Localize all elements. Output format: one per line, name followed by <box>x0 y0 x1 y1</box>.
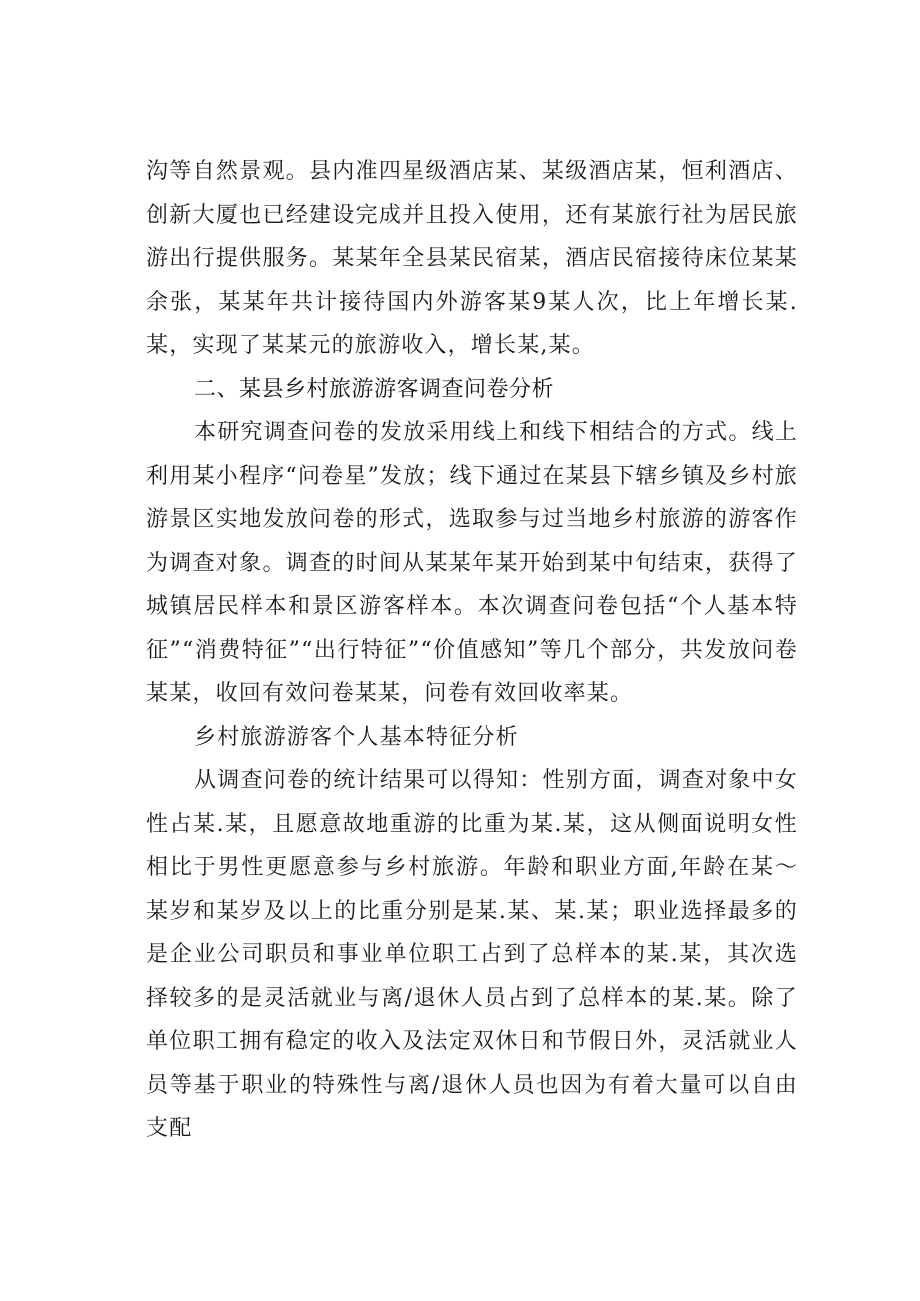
paragraph-survey-results: 从调查问卷的统计结果可以得知：性别方面，调查对象中女性占某.某，且愿意故地重游的比重为某.某，这从侧面说明女性相比于男性更愿意参与乡村旅游。年龄和职业方面,年龄在某～某岁和某岁及以上的比重分别是某.某、某.某；职业选择最多的是企业公司职员和事业单位职工占到了总样本的某.某，其次选择较多的是灵活就业与离/退休人员占到了总样本的某.某。除了单位职工拥有稳定的收入及法定双休日和节假日外，灵活就业人员等基于职业的特殊性与离/退休人员也因为有着大量可以自由支配 <box>146 768 798 1141</box>
sub-heading: 乡村旅游游客个人基本特征分析 <box>194 724 519 750</box>
paragraph-survey-method: 本研究调查问卷的发放采用线上和线下相结合的方式。线上利用某小程序“问卷星”发放；线下通过在某县下辖乡镇及乡村旅游景区实地发放问卷的形式，选取参与过当地乡村旅游的游客作为调查对象。调查的时间从某某年某开始到某中旬结束，获得了城镇居民样本和景区游客样本。本次调查问卷包括“个人基本特征”“消费特征”“出行特征”“价值感知”等几个部分，共发放问卷某某，收回有效问卷某某，问卷有效回收率某。 <box>146 420 798 706</box>
document-body <box>146 150 798 1151</box>
section-heading: 二、某县乡村旅游游客调查问卷分析 <box>194 376 555 402</box>
paragraph-continuation: 沟等自然景观。县内准四星级酒店某、某级酒店某，恒利酒店、创新大厦也已经建设完成并且投入使用，还有某旅行社为居民旅游出行提供服务。某某年全县某民宿某，酒店民宿接待床位某某余张，某某年共计接待国内外游客某9某人次，比上年增长某.某，实现了某某元的旅游收入，增长某,某。 <box>146 159 798 358</box>
